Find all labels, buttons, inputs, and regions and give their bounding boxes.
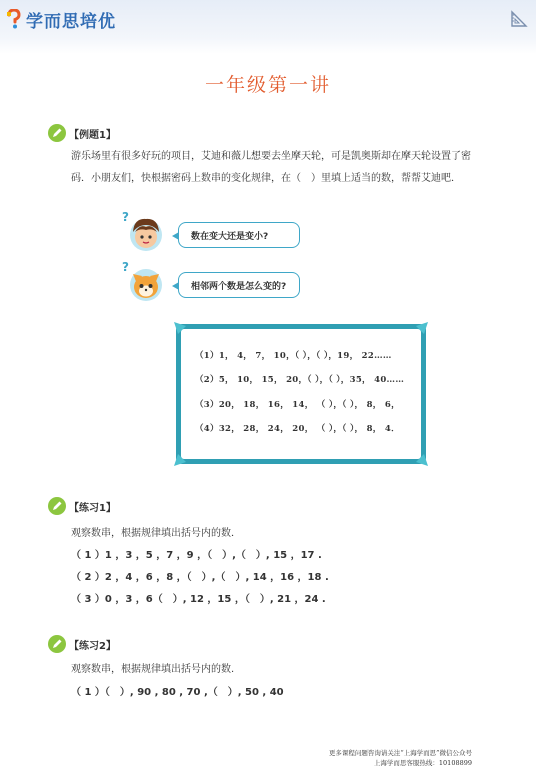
logo-question-mark-icon [6,9,22,29]
practice1-row-1: （ 1 ）1 ，3 ，5 ，7 ，9 ，（ ）,（ ）, 15 ，17 . [71,550,322,561]
practice1-row-3: （ 3 ）0 ，3 ，6（ ）, 12 ，15 ，（ ）, 21 ，24 . [71,594,326,605]
page-header [0,0,536,54]
practice2-instruction: 观察数串，根据规律填出括号内的数. [71,664,235,675]
example-text: 游乐场里有很多好玩的项目，艾迪和薇儿想要去坐摩天轮，可是凯奥斯却在摩天轮设置了密码．小朋友们，快根据密码上数串的变化规律，在（ ）里填上适当的数，帮帮艾迪吧． [71,151,471,184]
board-row-3: （3）20， 18， 16， 14， （ ），（ ）， 8， 6， [195,400,400,410]
ruler-triangle-icon [510,10,528,28]
board-row-1: （1）1， 4， 7， 10，（ ），（ ），19， 22…… [195,351,392,361]
logo-text: 学而思培优 [26,11,116,32]
svg-text:?: ? [122,260,129,274]
svg-text:?: ? [122,210,129,224]
example-heading [48,124,116,142]
practice2-row-1: （ 1 ）（ ）, 90 , 80 , 70 ,（ ）, 50 , 40 [71,687,284,698]
pencil-icon [48,635,66,653]
pencil-icon [48,497,66,515]
boy-avatar-icon [122,210,166,254]
practice1-label: 【练习1】 [69,502,116,514]
fox-avatar-icon [122,260,166,304]
practice1-row-2: （ 2 ）2 ，4 ，6 ，8 ，（ ）,（ ）, 14 ，16 ，18 . [71,572,329,583]
board-row-2: （2）5， 10， 15， 20，（ ），（ ），35， 40…… [195,375,405,385]
practice2-label: 【练习2】 [69,640,116,652]
hint-bubble-1 [178,222,300,248]
example-label: 【例题1】 [69,129,116,141]
hint-row-boy [122,210,166,254]
practice1-instruction: 观察数串，根据规律填出括号内的数． [71,528,241,539]
board-row-4: （4）32， 28， 24， 20， （ ），（ ）， 8， 4． [195,424,400,434]
page-title: 一年级第一讲 [204,74,331,96]
hint-bubble-2 [178,272,300,298]
practice1-heading [48,497,116,515]
hint-text-1: 数在变大还是变小? [191,231,269,242]
hint-text-2: 相邻两个数是怎么变的? [191,281,287,292]
puzzle-board [172,320,430,468]
footer-line-2: 上海学而思客服热线：10108899 [373,759,472,767]
pencil-icon [48,124,66,142]
hint-row-fox [122,260,166,304]
footer-line-1: 更多课程问题咨询请关注“上海学而思”微信公众号 [328,749,472,757]
practice2-heading [48,635,116,653]
logo [6,8,116,30]
